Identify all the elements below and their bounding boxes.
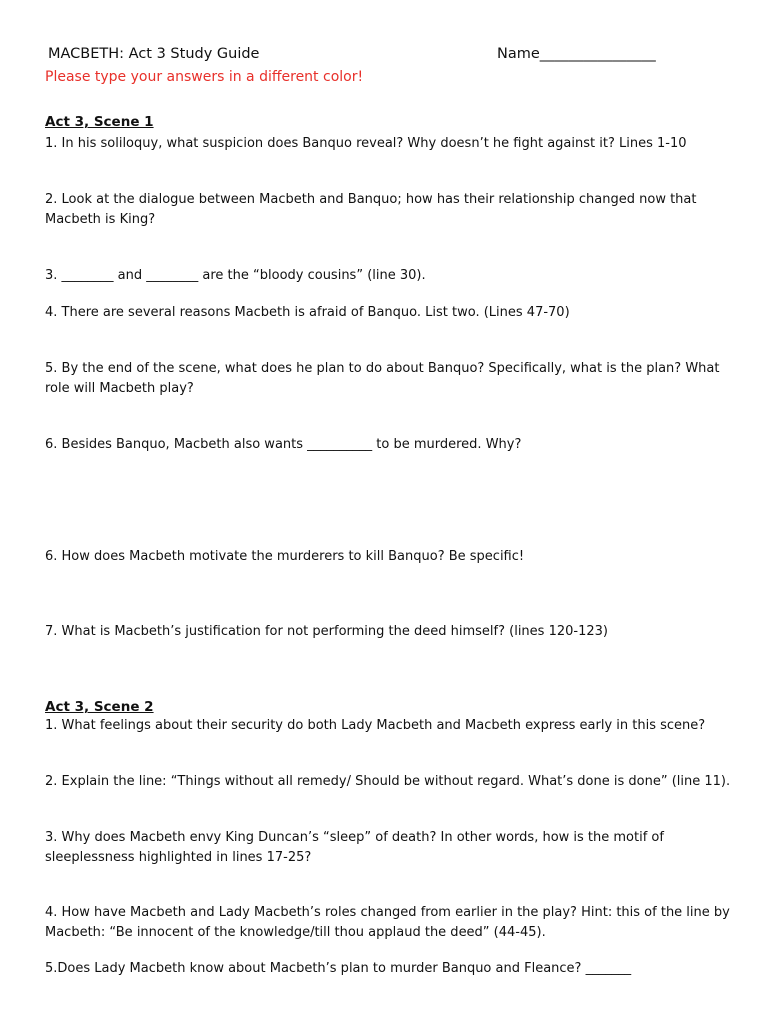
question-s1-q7: 7. What is Macbeth’s justification for not performing the deed himself? (lines 120-123) [45, 624, 608, 639]
name-field-label: Name________________ [497, 46, 656, 62]
question-s2-q4: 4. How have Macbeth and Lady Macbeth’s roles changed from earlier in the play? Hint: this of the line by Macbeth: “Be innocent of the knowledge/till thou applaud the deed” (44-45). [45, 905, 730, 940]
question-s1-q3: 3. ________ and ________ are the “bloody cousins” (line 30). [45, 268, 426, 283]
question-s2-q5: 5.Does Lady Macbeth know about Macbeth’s plan to murder Banquo and Fleance? _______ [45, 961, 632, 976]
scene-1-heading: Act 3, Scene 1 [45, 114, 154, 130]
question-s2-q2: 2. Explain the line: “Things without all remedy/ Should be without regard. What’s done is done” (line 11). [45, 774, 731, 789]
question-s1-q4: 4. There are several reasons Macbeth is afraid of Banquo. List two. (Lines 47-70) [45, 305, 570, 320]
question-s1-q1: 1. In his soliloquy, what suspicion does Banquo reveal? Why doesn’t he fight against it? Lines 1-10 [45, 136, 687, 151]
question-s1-q2: 2. Look at the dialogue between Macbeth and Banquo; how has their relationship changed now that Macbeth is King? [45, 192, 697, 227]
question-s2-q1: 1. What feelings about their security do both Lady Macbeth and Macbeth express early in this scene? [45, 718, 706, 733]
question-s1-q5: 5. By the end of the scene, what does he plan to do about Banquo? Specifically, what is the plan? What role will Macbeth play? [45, 361, 720, 396]
document-title: MACBETH: Act 3 Study Guide [48, 46, 260, 62]
question-s2-q3: 3. Why does Macbeth envy King Duncan’s “sleep” of death? In other words, how is the motif of sleeplessness highlighted in lines 17-25? [45, 830, 664, 865]
instruction-text: Please type your answers in a different color! [45, 69, 364, 85]
scene-2-heading: Act 3, Scene 2 [45, 699, 154, 715]
question-s1-q6a: 6. Besides Banquo, Macbeth also wants __________ to be murdered. Why? [45, 437, 522, 452]
question-s1-q6b: 6. How does Macbeth motivate the murderers to kill Banquo? Be specific! [45, 549, 525, 564]
